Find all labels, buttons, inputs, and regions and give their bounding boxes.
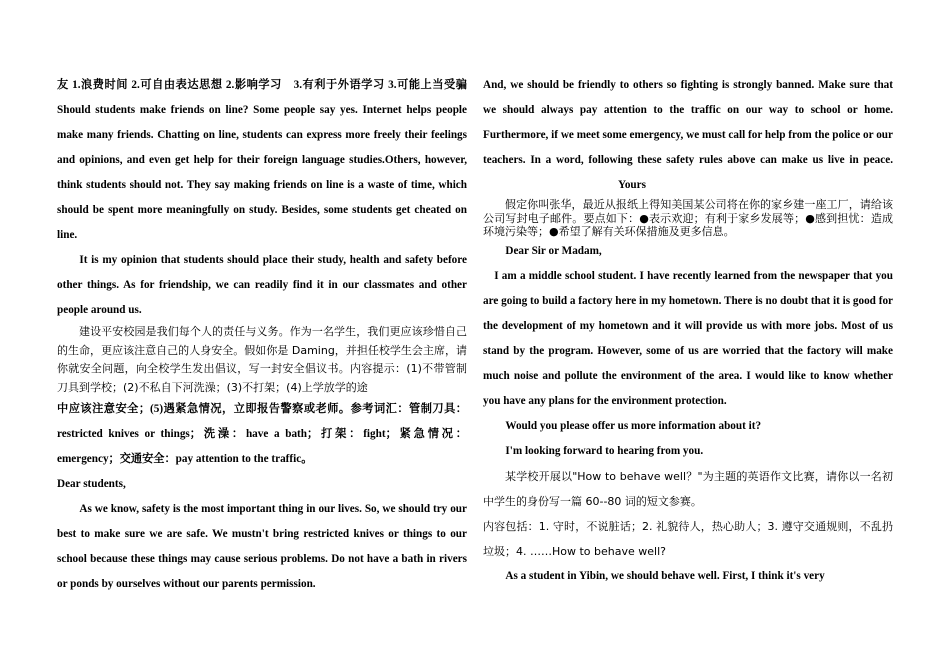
closing-yours: Yours [618, 179, 646, 191]
safety-letter-body: And, we should be friendly to others so fighting is strongly banned. Make sure that we should always pay attention to the traffic on our way to school or home. Furthermore, if we meet some emergency, we must call for help from the police or our teachers. In a word, following these safety rules above can make us live in peace. [483, 79, 893, 166]
paragraph-online-friends: 友 1.浪费时间 2.可自由表达思想 2.影响学习 3.有利于外语学习 3.可能上当受骗 Should students make friends on line? Some people say yes. Internet helps people make many friends. Chatting on line, students can express more freely their feelings and opinions, and even get help for their foreign language studies.Others, however, think students should not. They say making friends on line is a waste of time, which should be spent more meaningfully on study. Besides, some students get cheated on line. [57, 79, 479, 241]
paragraph-request-info: Would you please offer us more information about it? [505, 419, 762, 432]
paragraph-behave-prompt: 某学校开展以"How to behave well？"为主题的英语作文比赛，请你以一名初中学生的身份写一篇 60--80 词的短文参赛。 [483, 469, 893, 508]
paragraph-factory-prompt: 假定你叫张华，最近从报纸上得知美国某公司将在你的家乡建一座工厂，请给该公司写封电子邮件。要点如下：●表示欢迎；有利于家乡发展等；●感到担忧：造成环境污染等；●希望了解有关环保措施及更多信息。 [483, 198, 893, 238]
paragraph-safety-vocab: 中应该注意安全；(5)遇紧急情况，立即报告警察或老师。参考词汇：管制刀具：restricted knives or things；洗澡：have a bath；打架：fight；紧急情况：emergency；交通安全：pay attention to the traffic。 [57, 403, 467, 465]
paragraph-looking-forward: I'm looking forward to hearing from you. [505, 444, 704, 457]
paragraph-opinion: It is my opinion that students should place their study, health and safety before other things. As for friendship, we can readily find it in our classmates and other people around us. [57, 254, 467, 316]
paragraph-safety-letter-continued [483, 73, 893, 198]
paragraph-safety-prompt: 建设平安校园是我们每个人的责任与义务。作为一名学生，我们更应该珍惜自己的生命，更应该注意自己的人身安全。假如你是 Daming，并担任校学生会主席，请你就安全问题，向全校学生发出倡议，写一封安全倡议书。内容提示：(1)不带管制刀具到学校；(2)不私自下河洗澡；(3)不打架；(4)上学放学的途 [57, 325, 467, 394]
paragraph-behave-essay: As a student in Yibin, we should behave well. First, I think it's very [505, 569, 825, 582]
paragraph-safety-letter: As we know, safety is the most important thing in our lives. So, we should try our best to make sure we are safe. We mustn't bring restricted knives or things to our school because these things may cause serious problems. Do not have a bath in rivers or ponds by ourselves without our parents permission. [57, 503, 467, 590]
left-column [57, 73, 479, 597]
paragraph-behave-content: 内容包括：1. 守时，不说脏话；2. 礼貌待人，热心助人；3. 遵守交通规则，不乱扔垃圾；4. ……How to behave well? [483, 519, 893, 558]
paragraph-factory-letter: I am a middle school student. I have recently learned from the newspaper that you are going to build a factory here in my hometown. There is no doubt that it is good for the development of my hometown and it will provide us with more jobs. Most of us stand by the program. However, some of us are worried that the factory will make much noise and pollute the environment of the area. I would like to know whether you have any plans for the environment protection. [483, 269, 893, 407]
salutation-dear-students: Dear students, [57, 478, 126, 490]
right-column [483, 73, 893, 589]
salutation-dear-sir: Dear Sir or Madam, [505, 244, 602, 257]
